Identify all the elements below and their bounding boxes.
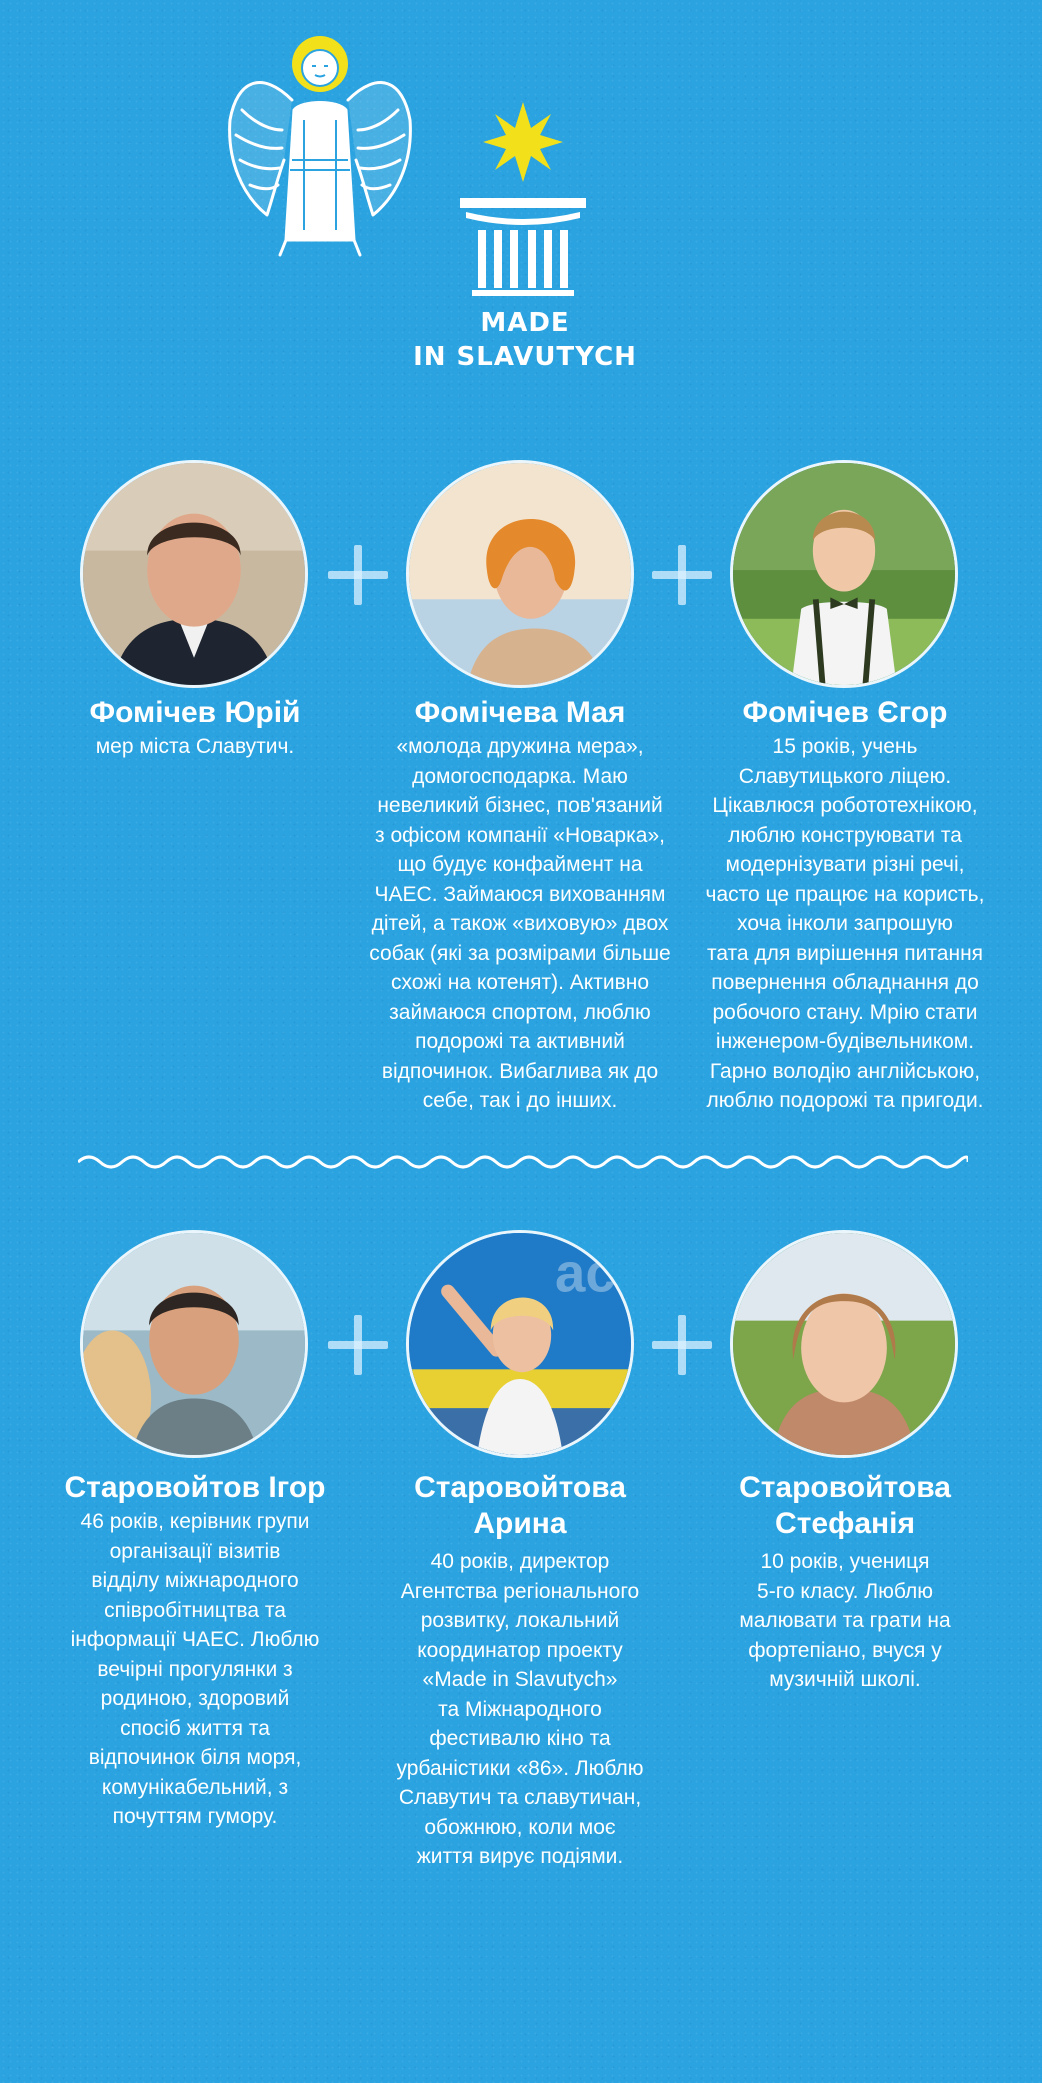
- avatar-starovoitova-stefaniia: [730, 1230, 958, 1458]
- plus-icon: [328, 545, 388, 605]
- member-description: 46 років, керівник групи організації візитів відділу міжнародного співробітництва та інформації ЧАЕС. Люблю вечірні прогулянки з родиною, здоровий спосіб життя та відпочинок біля моря, комунікабельний, з почуттям гумору.: [70, 1510, 320, 1828]
- member-description: 15 років, учень Славутицького ліцею. Цікавлюся робототехнікою, люблю конструювати та модернізувати різні речі, часто це працює на користь, хоча інколи запрошую тата для вирішення питання повернення обладнання до робочого стану. Мрію стати інженером-будівельником. Гарно володію англійською, люблю подорожі та пригоди.: [705, 735, 985, 1112]
- member-name: Фомічев Юрій: [89, 696, 301, 729]
- member-name: Фомічева Мая: [414, 696, 626, 729]
- avatar-starovoitova-aryna: [406, 1230, 634, 1458]
- avatar-fomichev-yehor: [730, 460, 958, 688]
- wave-divider: [78, 1150, 968, 1174]
- member-name: Старовойтова Стефанія: [739, 1471, 951, 1540]
- avatar-starovoitov-ihor: [80, 1230, 308, 1458]
- member-description: мер міста Славутич.: [95, 735, 295, 758]
- avatar-fomicheva-maia: [406, 460, 634, 688]
- logo-text-slavutych: IN SLAVUTYCH: [413, 342, 637, 372]
- svg-text:ac: ac: [555, 1242, 616, 1304]
- plus-icon: [652, 1315, 712, 1375]
- member-name: Фомічев Єгор: [742, 696, 948, 729]
- logo-text-made: MADE: [480, 308, 570, 338]
- avatar-fomichev-yurii: [80, 460, 308, 688]
- member-name: Старовойтова Арина: [414, 1471, 626, 1540]
- member-description: 40 років, директор Агентства регіонального розвитку, локальний координатор проекту «Made in Slavutych» та Міжнародного фестивалю кіно та урбаністики «86». Люблю Славутич та славутичан, обожнюю, коли моє життя вирує подіями.: [396, 1550, 644, 1868]
- star-column-icon: [458, 100, 588, 300]
- plus-icon: [328, 1315, 388, 1375]
- member-description: «молода дружина мера», домогосподарка. Маю невеликий бізнес, пов'язаний з офісом компанії «Новарка», що будує конфаймент на ЧАЕС. Займаюся вихованням дітей, а також «виховую» двох собак (які за розмірами більше схожі на котенят). Активно займаюся спортом, люблю подорожі та активний відпочинок. Вибаглива як до себе, так і до інших.: [369, 735, 671, 1112]
- member-description: 10 років, учениця 5-го класу. Люблю малювати та грати на фортепіано, вчуся у музичній школі.: [739, 1550, 951, 1691]
- angel-icon: [222, 30, 418, 270]
- member-name: Старовойтов Ігор: [64, 1471, 326, 1504]
- plus-icon: [652, 545, 712, 605]
